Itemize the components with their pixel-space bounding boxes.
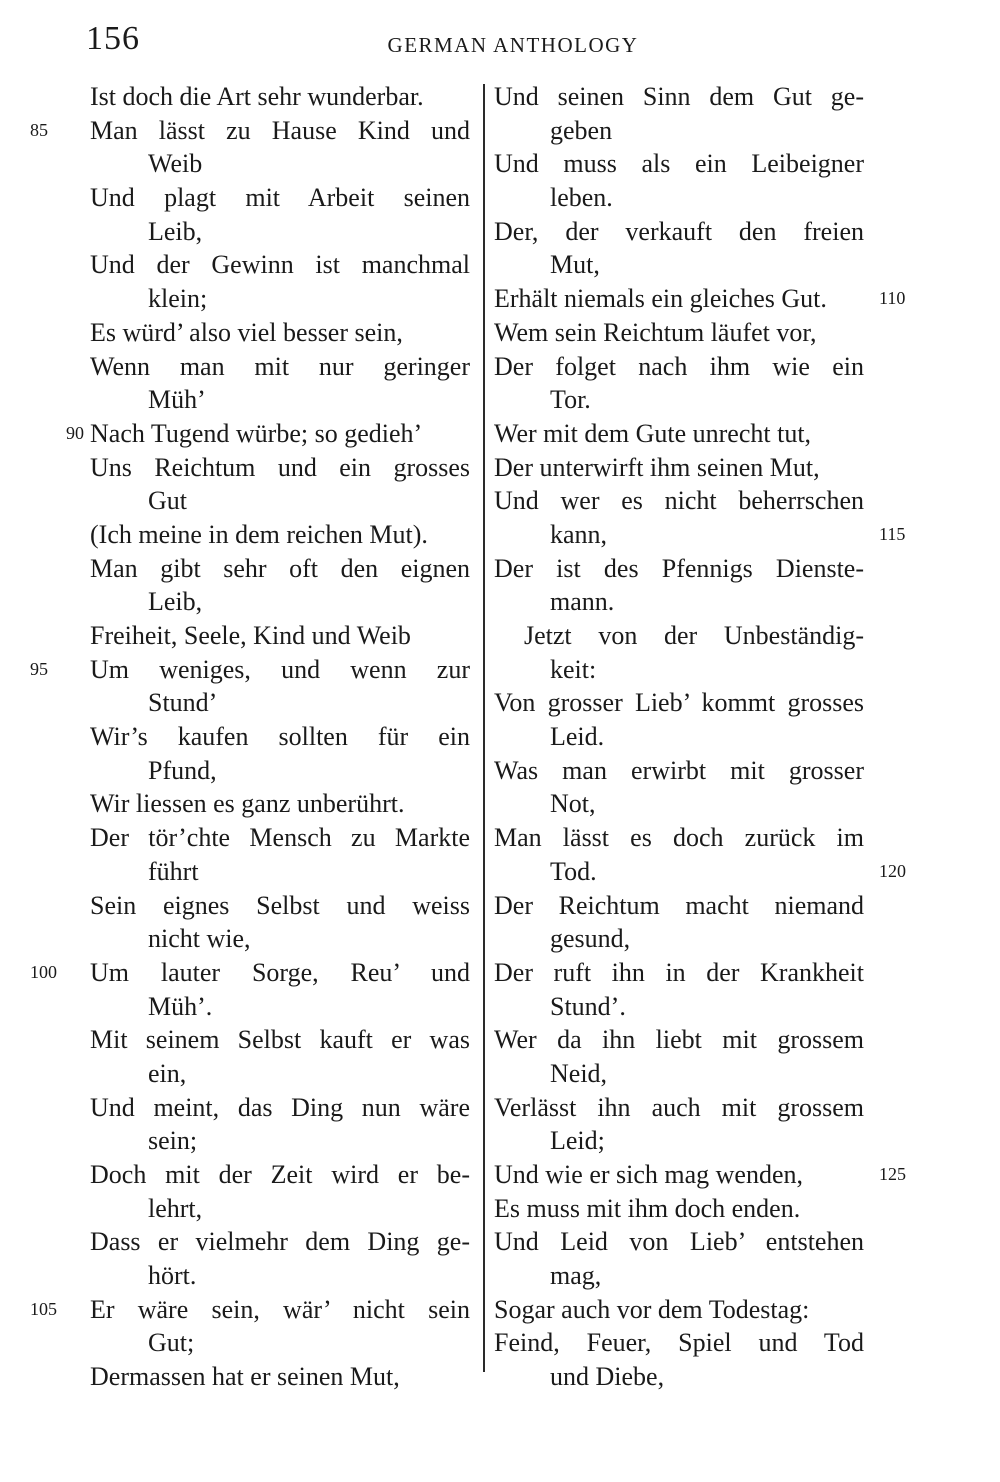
verse-text: Und wer es nicht beherrschen <box>494 486 864 516</box>
verse-line <box>494 282 906 316</box>
verse-line <box>90 1326 470 1360</box>
verse-text: Verlässt ihn auch mit grossem <box>494 1092 864 1122</box>
verse-line <box>90 1091 470 1125</box>
verse-line <box>494 215 864 249</box>
verse-text: Der ist des Pfennigs Dienste- <box>494 553 864 583</box>
verse-line <box>90 889 470 923</box>
verse-text: kann, <box>550 519 608 549</box>
line-number: 90 <box>66 422 84 443</box>
verse-text: leben. <box>550 183 613 213</box>
verse-line <box>90 484 470 518</box>
verse-line <box>494 990 864 1024</box>
verse-line <box>494 114 864 148</box>
verse-text: (Ich meine in dem reichen Mut). <box>90 519 428 549</box>
verse-text: sein; <box>148 1126 198 1156</box>
verse-line <box>494 720 864 754</box>
verse-text: Pfund, <box>148 755 217 785</box>
verse-text: Erhält niemals ein gleiches Gut. <box>494 284 827 314</box>
verse-line <box>90 552 470 586</box>
verse-text: mann. <box>550 587 615 617</box>
verse-line <box>494 552 864 586</box>
verse-line <box>494 1057 864 1091</box>
verse-line <box>494 80 864 114</box>
right-text-column <box>494 80 906 1394</box>
verse-text: Der tör’chte Mensch zu Markte <box>90 823 470 853</box>
verse-text: gesund, <box>550 924 631 954</box>
verse-text: Wir liessen es ganz unberührt. <box>90 789 405 819</box>
verse-text: Gut; <box>148 1328 195 1358</box>
verse-text: Was man erwirbt mit grosser <box>494 755 864 785</box>
verse-line <box>90 686 470 720</box>
verse-line <box>494 350 864 384</box>
verse-text: Freiheit, Seele, Kind und Weib <box>90 621 411 650</box>
verse-text: Und der Gewinn ist manchmal <box>90 250 470 280</box>
verse-text: Neid, <box>550 1058 608 1088</box>
line-number: 95 <box>30 658 48 679</box>
verse-text: Müh’. <box>148 991 213 1021</box>
verse-text: Der folget nach ihm wie ein <box>494 351 864 381</box>
verse-line <box>90 147 470 181</box>
verse-text: Von grosser Lieb’ kommt grosses <box>494 688 864 718</box>
verse-text: Man gibt sehr oft den eignen <box>90 553 470 583</box>
verse-line <box>494 316 864 350</box>
column-divider <box>483 84 485 1372</box>
verse-text: Mut, <box>550 250 600 280</box>
verse-text: Und Leid von Lieb’ entstehen <box>494 1227 864 1257</box>
verse-text: Und wie er sich mag wenden, <box>494 1160 804 1189</box>
line-number: 115 <box>879 523 906 544</box>
verse-line <box>494 1293 864 1327</box>
verse-line <box>30 1293 470 1327</box>
verse-text: Er wäre sein, wär’ nicht sein <box>90 1294 470 1324</box>
verse-text: klein; <box>148 284 208 314</box>
verse-text: lehrt, <box>148 1193 203 1223</box>
verse-text: Man lässt zu Hause Kind und <box>90 115 470 145</box>
verse-text: nicht wie, <box>148 924 251 954</box>
verse-text: Uns Reichtum und ein grosses <box>90 452 470 482</box>
verse-text: Wer da ihn liebt mit grossem <box>494 1025 864 1055</box>
verse-text: Der unterwirft ihm seinen Mut, <box>494 452 820 482</box>
verse-text: keit: <box>550 654 597 684</box>
verse-text: Es muss mit ihm doch enden. <box>494 1193 801 1223</box>
line-number: 100 <box>30 961 57 982</box>
verse-line <box>494 1225 864 1259</box>
running-title: GERMAN ANTHOLOGY <box>387 33 639 57</box>
verse-line <box>90 518 470 552</box>
verse-line <box>494 855 906 889</box>
verse-line <box>90 282 470 316</box>
verse-text: Um weniges, und wenn zur <box>90 654 470 684</box>
verse-text: Und plagt mit Arbeit seinen <box>90 183 470 213</box>
verse-text: Der, der verkauft den freien <box>494 216 864 246</box>
verse-line <box>30 114 470 148</box>
verse-text: mag, <box>550 1261 602 1291</box>
verse-line <box>494 821 864 855</box>
page-number: 156 <box>86 20 140 57</box>
verse-line <box>90 1124 470 1158</box>
verse-line <box>494 147 864 181</box>
verse-line <box>90 585 470 619</box>
verse-text: ein, <box>148 1058 187 1088</box>
verse-line <box>494 585 864 619</box>
verse-line <box>90 1259 470 1293</box>
verse-line <box>90 754 470 788</box>
verse-text: Ist doch die Art sehr wunderbar. <box>90 82 424 111</box>
verse-text: Tor. <box>550 385 591 415</box>
verse-line <box>90 855 470 889</box>
verse-line <box>494 451 864 485</box>
verse-line <box>90 316 470 350</box>
verse-text: Leib, <box>148 216 203 246</box>
verse-text: Müh’ <box>148 385 206 415</box>
verse-text: Jetzt von der Unbeständig- <box>524 621 864 650</box>
verse-line <box>90 181 470 215</box>
verse-text: führt <box>148 856 199 886</box>
verse-line <box>494 754 864 788</box>
verse-text: und Diebe, <box>550 1362 665 1392</box>
verse-line <box>494 619 864 653</box>
verse-text: Der Reichtum macht niemand <box>494 890 864 920</box>
verse-text: Es würd’ also viel besser sein, <box>90 317 403 347</box>
verse-text: Und seinen Sinn dem Gut ge- <box>494 82 864 111</box>
verse-line <box>90 1057 470 1091</box>
verse-line <box>494 417 864 451</box>
verse-text: Um lauter Sorge, Reu’ und <box>90 957 470 987</box>
verse-line <box>90 720 470 754</box>
verse-text: Feind, Feuer, Spiel und Tod <box>494 1328 864 1358</box>
verse-text: hört. <box>148 1261 197 1291</box>
verse-line <box>90 451 470 485</box>
verse-line <box>494 484 864 518</box>
line-number: 85 <box>30 119 48 140</box>
verse-text: Leid. <box>550 722 605 752</box>
verse-line <box>90 1023 470 1057</box>
verse-line <box>90 215 470 249</box>
verse-line <box>90 990 470 1024</box>
verse-line <box>494 1124 864 1158</box>
verse-text: Gut <box>148 486 187 516</box>
verse-text: Sogar auch vor dem Todestag: <box>494 1294 810 1324</box>
verse-text: Dass er vielmehr dem Ding ge- <box>90 1227 470 1257</box>
verse-text: Wenn man mit nur geringer <box>90 351 470 381</box>
verse-line <box>30 653 470 687</box>
line-number: 105 <box>30 1298 57 1319</box>
verse-line <box>90 787 470 821</box>
verse-text: Nach Tugend würbe; so gedieh’ <box>90 418 423 448</box>
verse-line <box>494 653 864 687</box>
verse-text: Doch mit der Zeit wird er be- <box>90 1160 470 1189</box>
verse-text: Tod. <box>550 856 597 886</box>
left-text-column <box>30 80 470 1394</box>
verse-line <box>494 956 864 990</box>
verse-text: Not, <box>550 789 596 819</box>
line-number: 120 <box>879 860 906 881</box>
verse-line <box>494 1192 864 1226</box>
verse-text: Sein eignes Selbst und weiss <box>90 890 470 920</box>
verse-text: Wem sein Reichtum läufet vor, <box>494 317 817 347</box>
verse-line <box>494 1360 864 1394</box>
verse-text: Und meint, das Ding nun wäre <box>90 1092 470 1122</box>
verse-text: Und muss als ein Leibeigner <box>494 149 864 179</box>
verse-line <box>494 1023 864 1057</box>
verse-line <box>90 1158 470 1192</box>
verse-line <box>494 248 864 282</box>
verse-line <box>494 1326 864 1360</box>
verse-line <box>90 80 470 114</box>
verse-text: Wer mit dem Gute unrecht tut, <box>494 418 812 448</box>
verse-line <box>494 1158 906 1192</box>
verse-text: Wir’s kaufen sollten für ein <box>90 722 470 752</box>
verse-line <box>30 956 470 990</box>
verse-line <box>494 686 864 720</box>
verse-line <box>90 383 470 417</box>
verse-line <box>90 619 470 653</box>
verse-text: Leib, <box>148 587 203 617</box>
verse-line <box>494 518 906 552</box>
verse-line <box>90 922 470 956</box>
verse-line <box>90 248 470 282</box>
verse-line <box>494 181 864 215</box>
verse-text: Mit seinem Selbst kauft er was <box>90 1025 470 1055</box>
line-number: 125 <box>879 1164 906 1184</box>
verse-line <box>66 417 470 451</box>
verse-text: Leid; <box>550 1126 605 1156</box>
verse-line <box>494 1259 864 1293</box>
verse-text: Dermassen hat er seinen Mut, <box>90 1362 400 1392</box>
verse-line <box>90 1225 470 1259</box>
verse-text: Stund’. <box>550 991 626 1021</box>
line-number: 110 <box>879 288 906 309</box>
verse-text: Weib <box>148 149 203 179</box>
verse-text: Der ruft ihn in der Krankheit <box>494 957 864 987</box>
verse-line <box>90 821 470 855</box>
verse-line <box>90 1360 470 1394</box>
verse-text: geben <box>550 115 613 145</box>
verse-text: Man lässt es doch zurück im <box>494 823 864 853</box>
verse-line <box>90 1192 470 1226</box>
verse-line <box>494 889 864 923</box>
verse-line <box>90 350 470 384</box>
verse-text: Stund’ <box>148 688 218 718</box>
verse-line <box>494 922 864 956</box>
verse-line <box>494 1091 864 1125</box>
verse-line <box>494 787 864 821</box>
verse-line <box>494 383 864 417</box>
